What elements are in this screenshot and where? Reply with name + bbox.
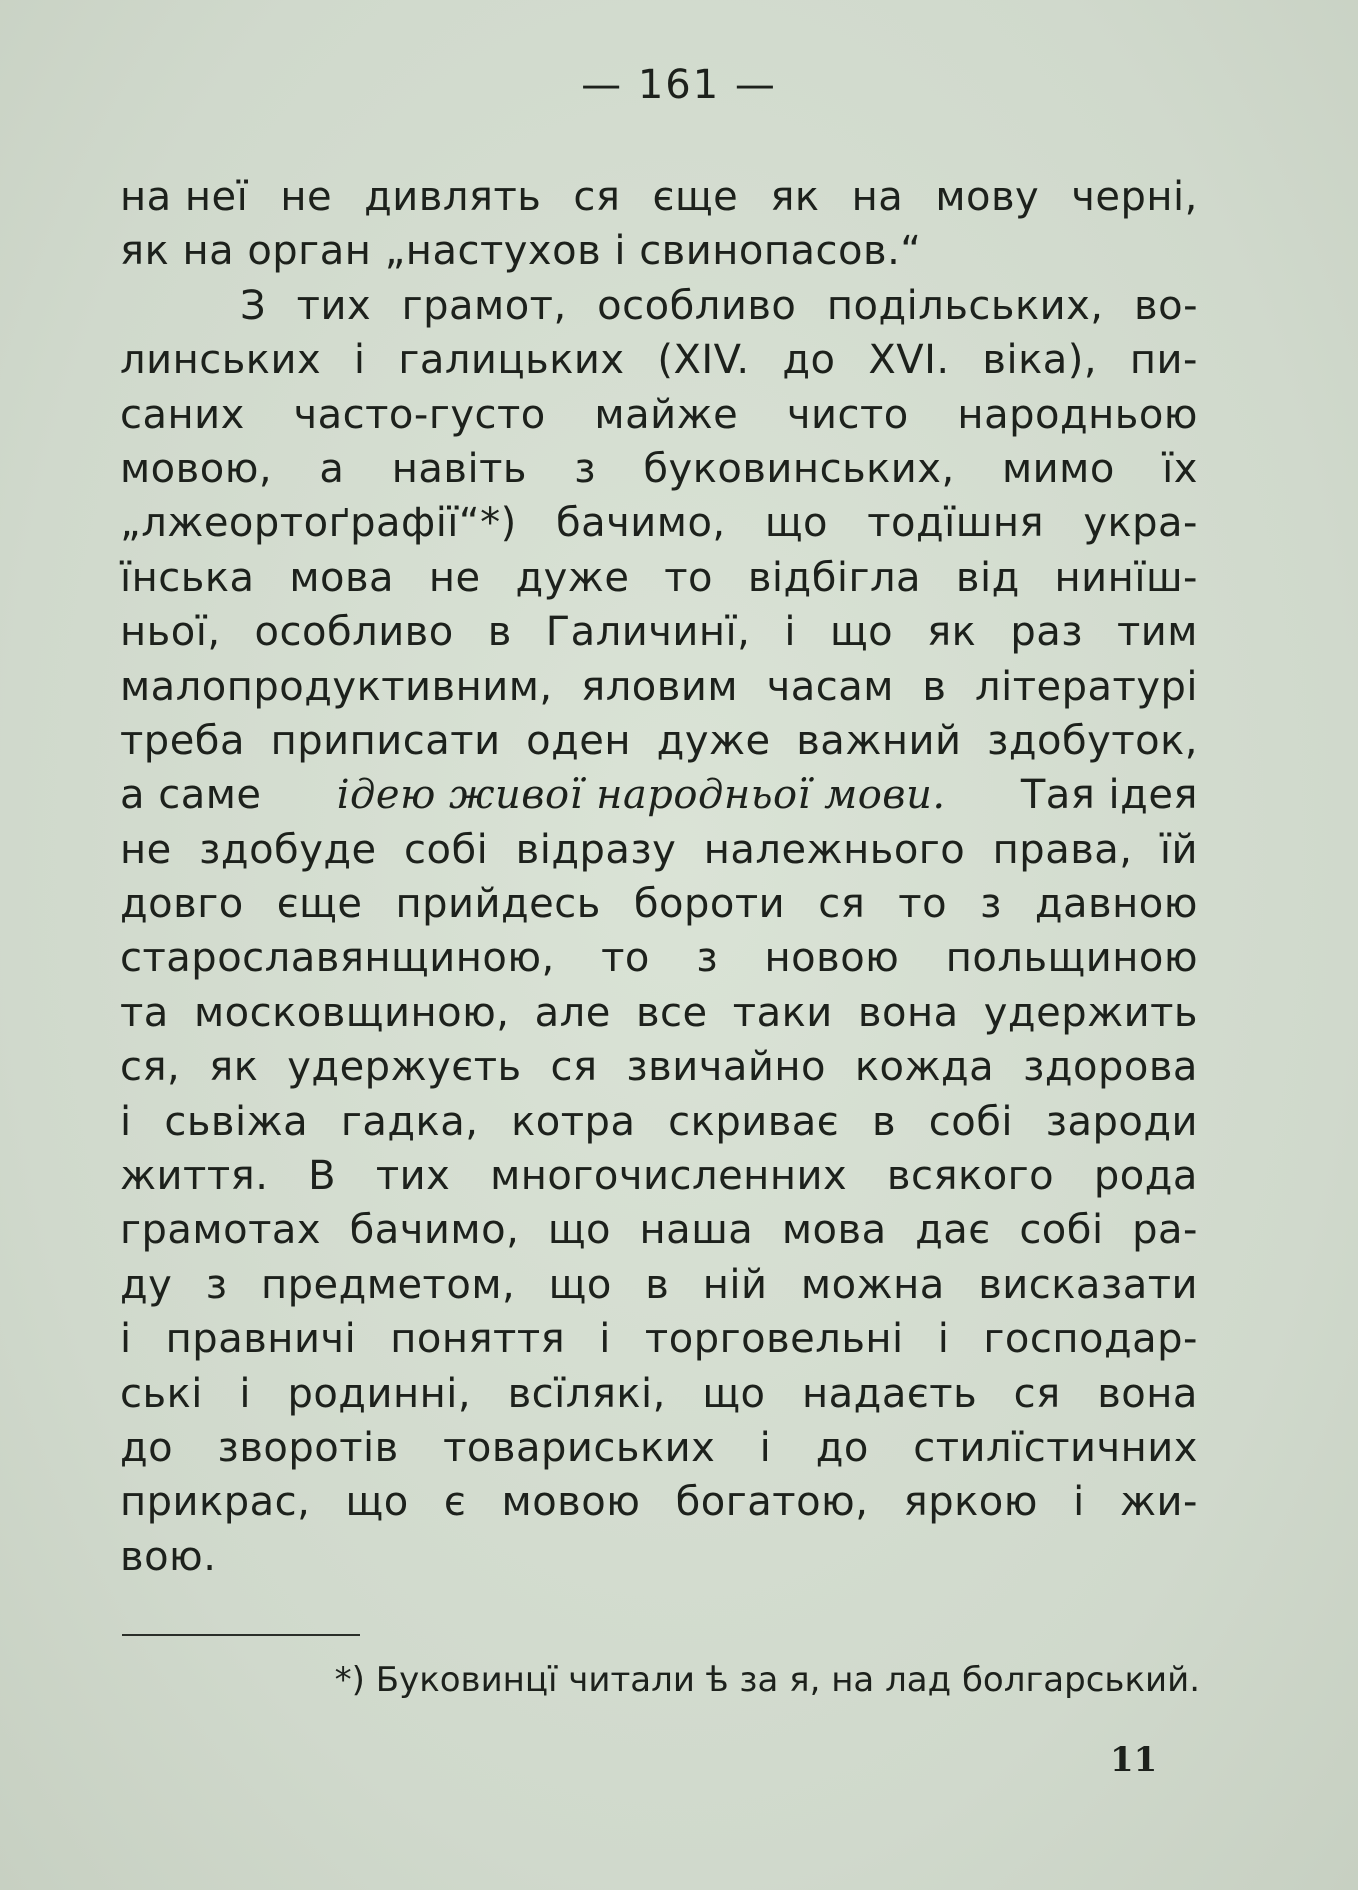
word: приписати	[270, 717, 501, 764]
word: собі	[1019, 1207, 1104, 1254]
word: тим	[1116, 609, 1198, 656]
word: стилїстичних	[913, 1424, 1198, 1471]
word: новою	[764, 935, 900, 982]
word: буковинських,	[643, 445, 955, 492]
word: і	[239, 1370, 251, 1417]
word: віка),	[982, 337, 1098, 384]
text-line	[120, 660, 1198, 714]
word: Галичинї,	[545, 609, 751, 656]
word: до	[782, 337, 836, 384]
word: собі	[404, 826, 489, 873]
text-line	[120, 1367, 1198, 1421]
word: грамот,	[401, 282, 567, 329]
word: як	[770, 174, 820, 220]
main-text	[120, 170, 1198, 1584]
text-line	[120, 1040, 1198, 1094]
word: укра-	[1083, 500, 1198, 547]
word: здобуток,	[987, 717, 1198, 764]
word: звичайно	[626, 1044, 826, 1091]
word: на неї	[120, 174, 249, 220]
word: всякого	[886, 1153, 1055, 1200]
word: удержуєть	[287, 1044, 522, 1091]
word: дає	[915, 1207, 991, 1254]
text-line	[120, 551, 1198, 605]
word: чисто	[786, 391, 909, 438]
word: тих	[296, 282, 372, 329]
word: ра-	[1132, 1207, 1198, 1254]
word: тих	[375, 1153, 451, 1200]
text-segment: Тая ідея	[1020, 772, 1198, 819]
word: ній	[702, 1261, 768, 1308]
word: вона	[1097, 1370, 1198, 1417]
word: та	[120, 989, 169, 1036]
text-line	[120, 170, 1198, 224]
word: але	[534, 989, 611, 1036]
word: як	[927, 609, 977, 656]
word: часто-густо	[293, 391, 546, 438]
word: то	[601, 935, 650, 982]
word: що	[345, 1479, 409, 1526]
word: надаєть	[802, 1370, 978, 1417]
text-line	[120, 333, 1198, 387]
word: собі	[928, 1098, 1013, 1145]
word: ся	[818, 881, 866, 928]
word: і	[1073, 1479, 1085, 1526]
word: ся	[1013, 1370, 1061, 1417]
text-line	[120, 1149, 1198, 1203]
word: жи-	[1119, 1479, 1198, 1526]
text-line	[120, 496, 1198, 550]
word: малопродуктивним,	[120, 663, 553, 710]
word: єще	[276, 881, 363, 928]
word: бороти	[633, 881, 786, 928]
word: XVI.	[868, 337, 950, 384]
word: навіть	[391, 445, 527, 492]
word: що	[829, 609, 894, 656]
text-line	[120, 1475, 1198, 1529]
word: подільських,	[826, 282, 1104, 329]
word: бачимо,	[349, 1207, 520, 1254]
footnote-rule	[122, 1634, 360, 1636]
word: їй	[1159, 826, 1198, 873]
word: сьвіжа	[164, 1098, 309, 1145]
word: до	[120, 1424, 174, 1471]
text-line	[120, 1258, 1198, 1312]
word: з	[205, 1261, 228, 1308]
word: здобуде	[199, 826, 377, 873]
text-line	[120, 224, 1198, 278]
word: від	[955, 554, 1020, 601]
word: В	[308, 1153, 337, 1200]
word: предметом,	[260, 1261, 516, 1308]
word: ся	[573, 174, 621, 220]
word: народньою	[957, 391, 1198, 438]
word: московщиною,	[193, 989, 510, 1036]
word: належнього	[703, 826, 966, 873]
word: можна	[800, 1261, 945, 1308]
text-line	[120, 279, 1198, 333]
word: нинїш-	[1054, 554, 1198, 601]
word: що	[547, 1207, 611, 1254]
word: здорова	[1023, 1044, 1198, 1091]
word: удержить	[983, 989, 1198, 1036]
text-line	[120, 1421, 1198, 1475]
word: в	[871, 1098, 897, 1145]
word: висказати	[978, 1261, 1198, 1308]
text-line	[120, 388, 1198, 442]
word: єще	[652, 174, 739, 220]
word: ся,	[120, 1044, 181, 1091]
word: ньої,	[120, 609, 221, 656]
word: довго	[120, 881, 244, 928]
word: що	[764, 500, 829, 547]
word: є	[443, 1479, 467, 1526]
word: в	[922, 663, 947, 710]
word: на	[851, 174, 904, 220]
word: правничі	[165, 1316, 357, 1363]
word: відбігла	[747, 554, 922, 601]
word: дивлять	[364, 174, 542, 220]
word: грамотах	[120, 1207, 322, 1254]
word: з	[980, 881, 1002, 928]
text-line	[120, 768, 1198, 822]
word: до	[815, 1424, 869, 1471]
word: поняття	[390, 1316, 566, 1363]
word: раз	[1010, 609, 1083, 656]
signature-mark: 11	[1110, 1740, 1158, 1780]
text-line	[120, 442, 1198, 496]
word: як на орган „настухов і свинопасов.“	[120, 228, 922, 275]
word: вона	[857, 989, 959, 1036]
word: і	[759, 1424, 772, 1471]
word: оден	[526, 717, 632, 764]
word: давною	[1034, 881, 1198, 928]
word: мова	[289, 554, 395, 601]
word: і	[599, 1316, 611, 1363]
footnote: *) Буковинцї читали ѣ за я, на лад болгарський.	[334, 1660, 1200, 1700]
word: наша	[639, 1207, 754, 1254]
word: котра	[511, 1098, 636, 1145]
word: черні,	[1071, 174, 1198, 220]
word: то	[898, 881, 948, 928]
word: і	[784, 609, 796, 656]
word: мовою,	[120, 445, 273, 492]
word: ські	[120, 1370, 203, 1417]
word: родинні,	[287, 1370, 472, 1417]
word: польщиною	[945, 935, 1198, 982]
text-line	[120, 823, 1198, 877]
word: з	[574, 445, 597, 492]
word: пи-	[1129, 337, 1198, 384]
word: як	[209, 1044, 259, 1091]
word: во-	[1134, 282, 1198, 329]
word: мимо	[1002, 445, 1115, 492]
word: особливо	[254, 609, 454, 656]
word: все	[635, 989, 708, 1036]
word: не	[428, 554, 481, 601]
text-line	[120, 1203, 1198, 1257]
word: особливо	[597, 282, 797, 329]
word: прийдесь	[395, 881, 601, 928]
word: вою.	[120, 1533, 217, 1580]
text-line	[120, 1530, 1198, 1584]
word: що	[548, 1261, 612, 1308]
word: прикрас,	[120, 1479, 311, 1526]
word: треба	[120, 717, 245, 764]
word: торговельні	[644, 1316, 904, 1363]
word: „лжеортоґрафії“*)	[120, 500, 517, 547]
word: ся	[550, 1044, 598, 1091]
word: мова	[781, 1207, 887, 1254]
word: господар-	[983, 1316, 1198, 1363]
word: і	[120, 1098, 132, 1145]
word: то	[664, 554, 714, 601]
word: галицьких	[398, 337, 625, 384]
word: мову	[935, 174, 1040, 220]
word: ду	[120, 1261, 173, 1308]
word: їнська	[120, 554, 255, 601]
word: дуже	[656, 717, 771, 764]
word: права,	[992, 826, 1133, 873]
word: рода	[1093, 1153, 1198, 1200]
word: богатою,	[675, 1479, 869, 1526]
word: многочисленних	[490, 1153, 848, 1200]
word: товариських	[443, 1424, 716, 1471]
word: не	[120, 826, 172, 873]
word: яловим	[581, 663, 739, 710]
word: їх	[1162, 445, 1198, 492]
page-number-header: — 161 —	[581, 62, 777, 108]
word: а	[319, 445, 345, 492]
word: літературі	[975, 663, 1198, 710]
word: зароди	[1045, 1098, 1198, 1145]
text-line	[120, 605, 1198, 659]
word: таки	[732, 989, 833, 1036]
word: линських	[120, 337, 322, 384]
word: гадка,	[340, 1098, 479, 1145]
italic-phrase: ідею живої народньої мови.	[336, 772, 946, 819]
word: не	[280, 174, 333, 220]
text-line	[120, 877, 1198, 931]
text-segment: а саме	[120, 772, 262, 819]
text-line	[120, 931, 1198, 985]
word: часам	[766, 663, 894, 710]
word: і	[937, 1316, 950, 1363]
word: що	[702, 1370, 766, 1417]
word: мовою	[501, 1479, 641, 1526]
word: в	[645, 1261, 670, 1308]
text-line	[120, 1095, 1198, 1149]
word: важний	[796, 717, 962, 764]
text-line	[120, 986, 1198, 1040]
word: скриває	[668, 1098, 840, 1145]
word: бачимо,	[555, 500, 726, 547]
word: яркою	[903, 1479, 1038, 1526]
word: з	[696, 935, 719, 982]
word: в	[487, 609, 512, 656]
word: саних	[120, 391, 245, 438]
text-line	[120, 1312, 1198, 1366]
word: зворотів	[217, 1424, 399, 1471]
word: З	[240, 282, 267, 329]
word: всїлякі,	[507, 1370, 666, 1417]
text-line	[120, 714, 1198, 768]
word: тодїшня	[867, 500, 1045, 547]
word: (XIV.	[657, 337, 750, 384]
word: і	[120, 1316, 132, 1363]
word: дуже	[515, 554, 630, 601]
word: майже	[594, 391, 739, 438]
word: старославянщиною,	[120, 935, 555, 982]
word: кожда	[854, 1044, 995, 1091]
word: і	[353, 337, 366, 384]
word: життя.	[120, 1153, 269, 1200]
word: відразу	[515, 826, 677, 873]
